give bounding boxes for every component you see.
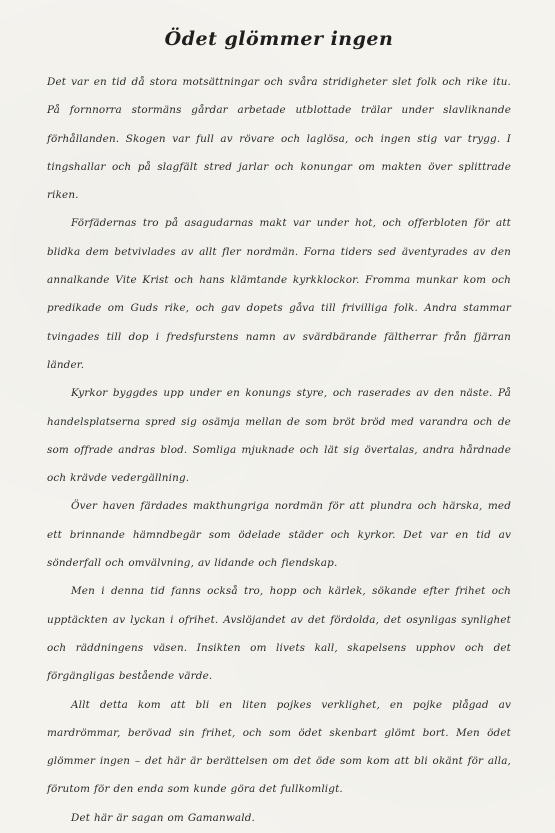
paragraph-5: Men i denna tid fanns också tro, hopp och kärlek, sökande efter frihet och upptäckten av lyckan i ofrihet. Avslöjandet av det fördolda, det osynligas synlighet och räddningens väsen. Insikten om livets kall, skapelsens upphov och det förgängligas bestående värde.	[47, 585, 511, 683]
paragraph-1: Det var en tid då stora motsättningar och svåra stridigheter slet folk och rike itu. På fornnorra stormäns gårdar arbetade utblottade trälar under slavliknande förhållanden. Skogen var full av rövare och laglösa, och ingen stig var trygg. I tingshallar och på slagfält stred jarlar och konungar om makten över splittrade riken.	[47, 76, 511, 202]
paragraph-7: Det här är sagan om Gamanwald.	[71, 811, 255, 824]
page-title: Ödet glömmer ingen	[164, 28, 394, 50]
paragraph-3: Kyrkor byggdes upp under en konungs styre, och raserades av den näste. På handelsplatserna spred sig osämja mellan de som bröt bröd med varandra och de som offrade andras blod. Somliga mjuknade och lät sig övertalas, andra hårdnade och krävde vedergällning.	[47, 387, 511, 485]
paragraph-2: Förfädernas tro på asagudarnas makt var under hot, och offerbloten för att blidka dem betvivlades av allt fler nordmän. Forna tiders sed äventyrades av den annalkande Vite Krist och hans klämtande kyrkklockor. Fromma munkar kom och predikade om Guds rike, och gav dopets gåva till frivilliga folk. Andra stammar tvingades till dop i fredsfurstens namn av svärdbärande fältherrar från fjärran länder.	[47, 217, 511, 371]
paragraph-6: Allt detta kom att bli en liten pojkes verklighet, en pojke plågad av mardrömmar, berövad sin frihet, och som ödet skenbart glömt bort. Men ödet glömmer ingen – det här är berättelsen om det öde som kom att bli okänt för alla, förutom för den enda som kunde göra det fullkomligt.	[47, 698, 511, 796]
paragraph-4: Över haven färdades makthungriga nordmän för att plundra och härska, med ett brinnande hämndbegär som ödelade städer och kyrkor. Det var en tid av sönderfall och omvälvning, av lidande och fiendskap.	[47, 500, 511, 570]
